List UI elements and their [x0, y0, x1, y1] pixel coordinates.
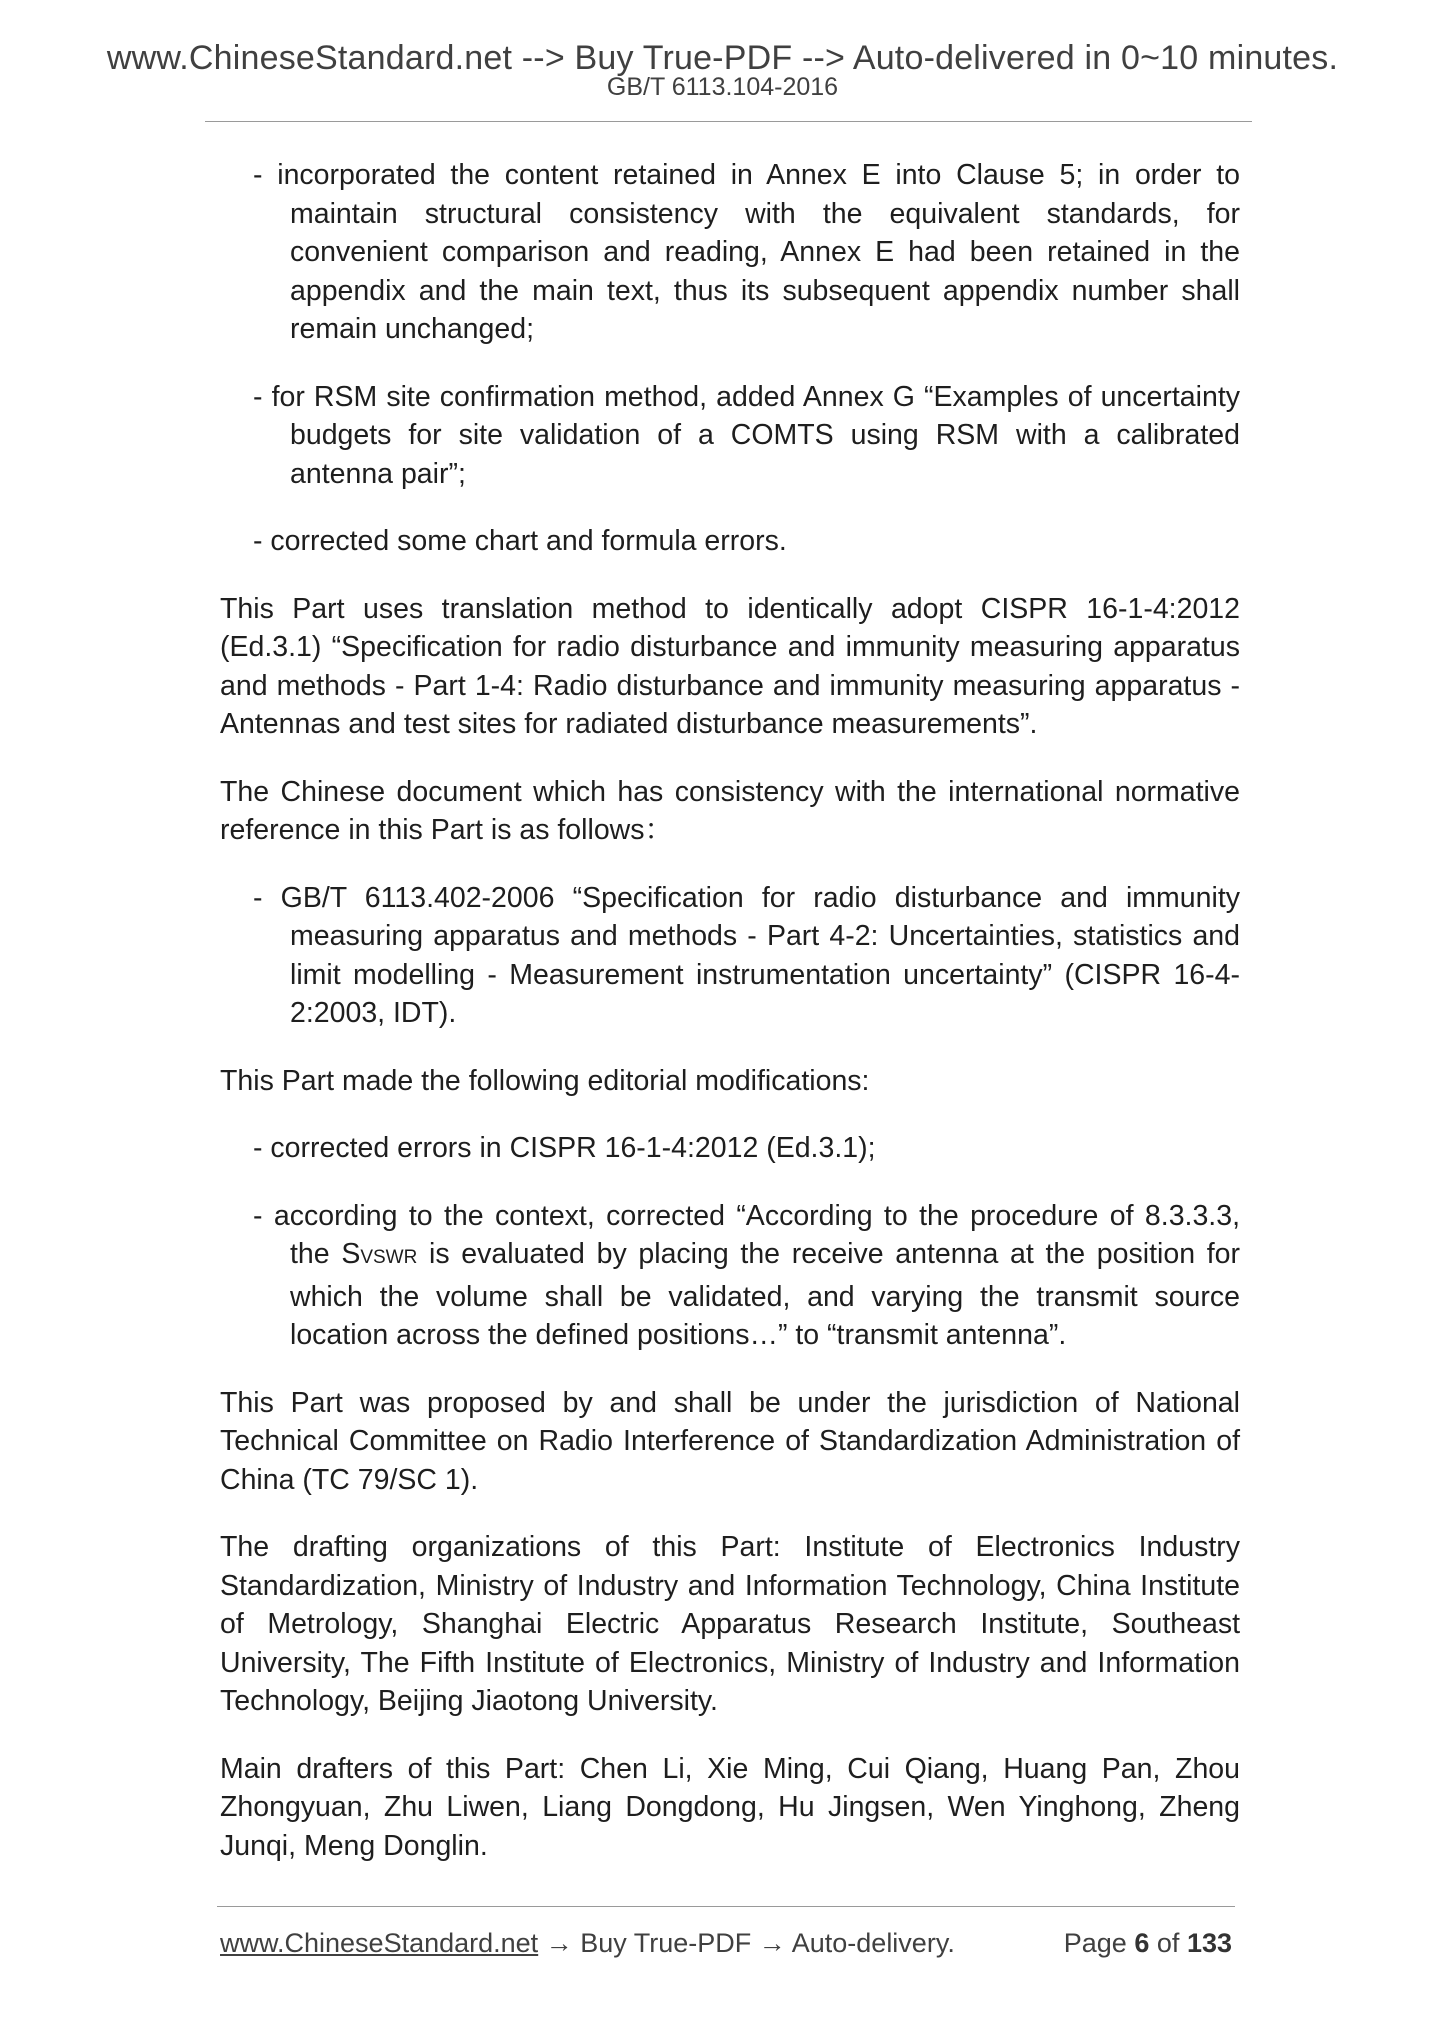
footer-left — [220, 1925, 955, 1961]
list-item-context-correction — [220, 1197, 1240, 1355]
list-item-annex-g: - for RSM site confirmation method, added Annex G “Examples of uncertainty budgets for site validation of a COMTS using RSM with a calibrated antenna pair”; — [253, 380, 1240, 490]
list-item-gbt-reference: - GB/T 6113.402-2006 “Specification for radio disturbance and immunity measuring apparatus and methods - Part 4-2: Uncertainties, statistics and limit modelling - Measurement instrumentation uncertainty” (CISPR 16-4-2:2003, IDT). — [253, 881, 1240, 1029]
paragraph-jurisdiction: This Part was proposed by and shall be under the jurisdiction of National Technical Committee on Radio Interference of Standardization Administration of China (TC 79/SC 1). — [220, 1386, 1240, 1496]
paragraph-main-drafters: Main drafters of this Part: Chen Li, Xie Ming, Cui Qiang, Huang Pan, Zhou Zhongyuan, Zhu Liwen, Liang Dongdong, Hu Jingsen, Wen Yinghong, Zheng Junqi, Meng Donglin. — [220, 1752, 1240, 1862]
footer-divider — [217, 1906, 1235, 1907]
header-divider — [205, 121, 1252, 122]
page-content — [220, 156, 1240, 1894]
footer-tagline: → Buy True-PDF → Auto-delivery. — [538, 1928, 955, 1958]
list-item-corrected-errors: - corrected errors in CISPR 16-1-4:2012 (Ed.3.1); — [253, 1132, 876, 1164]
paragraph-normative-reference: The Chinese document which has consistency with the international normative reference in this Part is as follows： — [220, 775, 1240, 846]
total-pages: 133 — [1186, 1928, 1232, 1958]
paragraph-translation-method: This Part uses translation method to identically adopt CISPR 16-1-4:2012 (Ed.3.1) “Specification for radio disturbance and immunity measuring apparatus and methods - Part 1-4: Radio disturbance and immunity measuring apparatus - Antennas and test sites for radiated disturbance measurements”. — [220, 592, 1240, 740]
site-banner: www.ChineseStandard.net --> Buy True-PDF --> Auto-delivered in 0~10 minutes. — [106, 39, 1339, 77]
page-footer — [220, 1925, 1232, 1961]
context-correction-text-end: is evaluated by placing the receive antenna at the position for which the volume shall be validated, and varying the transmit source location across the defined positions…” to “transmit antenna”. — [290, 1238, 1240, 1351]
list-item-annex-e: - incorporated the content retained in Annex E into Clause 5; in order to maintain structural consistency with the equivalent standards, for convenient comparison and reading, Annex E had been retained in the appendix and the main text, thus its subsequent appendix number shall remain unchanged; — [253, 159, 1240, 345]
paragraph-editorial-modifications: This Part made the following editorial modifications: — [220, 1064, 870, 1097]
vswr-subscript: VSWR — [360, 1247, 418, 1268]
page-indicator — [1064, 1925, 1232, 1961]
page-number: 6 — [1134, 1928, 1150, 1958]
context-correction-text-start: - according to the context, corrected “According to the procedure of 8.3.3.3, the S — [253, 1199, 1240, 1270]
of-label: of — [1156, 1928, 1180, 1958]
list-item-chart-errors: - corrected some chart and formula errors. — [253, 525, 787, 557]
page-label: Page — [1063, 1928, 1127, 1958]
paragraph-drafting-organizations: The drafting organizations of this Part: Institute of Electronics Industry Standardization, Ministry of Industry and Information Technology, China Institute of Metrology, Shanghai Electric Apparatus Research Institute, Southeast University, The Fifth Institute of Electronics, Ministry of Industry and Information Technology, Beijing Jiaotong University. — [220, 1531, 1240, 1717]
footer-site-link[interactable]: www.ChineseStandard.net — [220, 1928, 539, 1958]
document-id: GB/T 6113.104-2016 — [606, 73, 839, 101]
